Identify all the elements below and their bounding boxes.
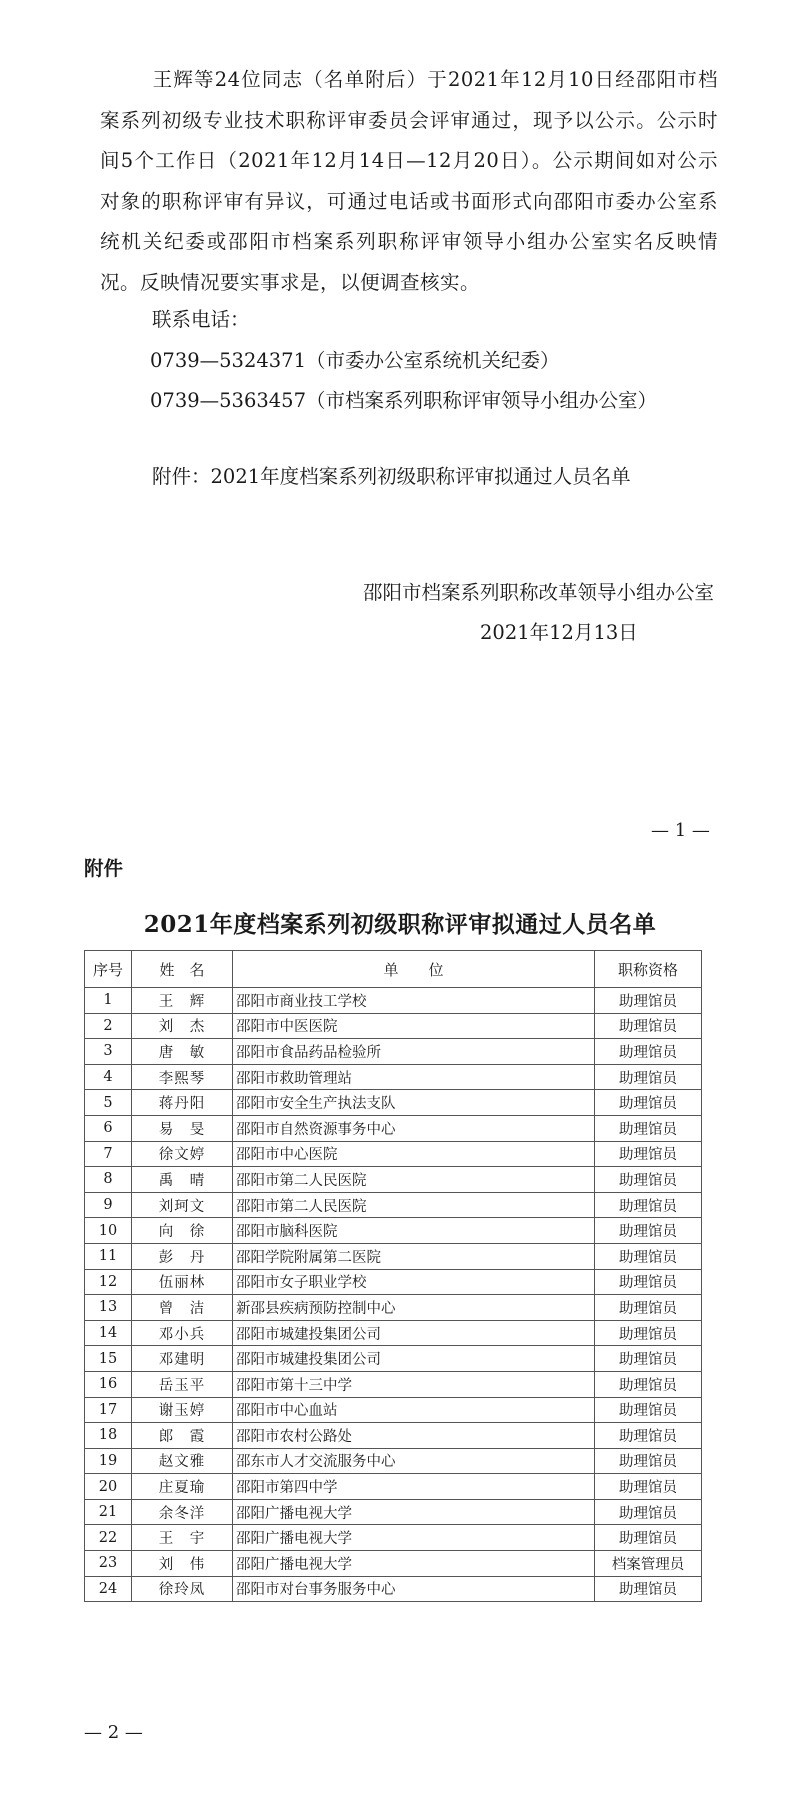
cell-name: 蒋丹阳 [132, 1090, 233, 1116]
cell-qualification: 助理馆员 [595, 1218, 702, 1244]
cell-name: 伍丽林 [132, 1269, 233, 1295]
issuer: 邵阳市档案系列职称改革领导小组办公室 [362, 581, 714, 604]
cell-qualification: 助理馆员 [595, 1448, 702, 1474]
cell-qualification: 助理馆员 [595, 1090, 702, 1116]
table-row [85, 1320, 702, 1346]
cell-qualification: 助理馆员 [595, 1474, 702, 1500]
cell-name: 余冬洋 [132, 1499, 233, 1525]
column-header-index: 序号 [85, 951, 132, 988]
table-row [85, 1576, 702, 1602]
cell-qualification: 助理馆员 [595, 1141, 702, 1167]
table-row [85, 1474, 702, 1500]
cell-qualification: 助理馆员 [595, 1371, 702, 1397]
cell-index: 24 [85, 1576, 132, 1602]
cell-index: 8 [85, 1167, 132, 1193]
table-row [85, 1013, 702, 1039]
table-row [85, 1064, 702, 1090]
cell-index: 13 [85, 1295, 132, 1321]
cell-name: 郎 霞 [132, 1423, 233, 1449]
cell-name: 易 旻 [132, 1115, 233, 1141]
table-row [85, 1397, 702, 1423]
cell-name: 徐文婷 [132, 1141, 233, 1167]
list-title: 2021年度档案系列初级职称评审拟通过人员名单 [143, 911, 657, 938]
cell-qualification: 助理馆员 [595, 1269, 702, 1295]
cell-index: 14 [85, 1320, 132, 1346]
cell-name: 曾 洁 [132, 1295, 233, 1321]
table-row [85, 1551, 702, 1577]
cell-unit: 邵阳市第四中学 [233, 1474, 595, 1500]
cell-unit: 邵阳市中心血站 [233, 1397, 595, 1423]
cell-index: 19 [85, 1448, 132, 1474]
cell-name: 刘珂文 [132, 1192, 233, 1218]
cell-qualification: 助理馆员 [595, 1243, 702, 1269]
cell-index: 6 [85, 1115, 132, 1141]
table-row [85, 1499, 702, 1525]
table-row [85, 1269, 702, 1295]
contact-phone-2: 0739—5363457（市档案系列职称评审领导小组办公室） [150, 389, 657, 412]
cell-index: 12 [85, 1269, 132, 1295]
cell-qualification: 助理馆员 [595, 1320, 702, 1346]
cell-unit: 邵东市人才交流服务中心 [233, 1448, 595, 1474]
cell-index: 15 [85, 1346, 132, 1372]
table-row [85, 988, 702, 1014]
attachment-note: 附件：2021年度档案系列初级职称评审拟通过人员名单 [152, 465, 631, 488]
cell-unit: 邵阳市城建投集团公司 [233, 1320, 595, 1346]
column-header-unit: 单 位 [233, 951, 595, 988]
notice-body: 王辉等24位同志（名单附后）于2021年12月10日经邵阳市档案系列初级专业技术职称评审委员会评审通过，现予以公示。公示时间5个工作日（2021年12月14日—12月20日）。公示期间如对公示对象的职称评审有异议，可通过电话或书面形式向邵阳市委办公室系统机关纪委或邵阳市档案系列职称评审领导小组办公室实名反映情况。反映情况要实事求是，以便调查核实。 [100, 68, 718, 294]
cell-unit: 邵阳广播电视大学 [233, 1499, 595, 1525]
cell-unit: 邵阳市女子职业学校 [233, 1269, 595, 1295]
cell-qualification: 助理馆员 [595, 1499, 702, 1525]
cell-unit: 邵阳市中心医院 [233, 1141, 595, 1167]
table-row [85, 1218, 702, 1244]
cell-name: 唐 敏 [132, 1039, 233, 1065]
cell-unit: 邵阳市第十三中学 [233, 1371, 595, 1397]
attachment-label: 附件 [84, 857, 124, 880]
cell-index: 7 [85, 1141, 132, 1167]
cell-name: 赵文雅 [132, 1448, 233, 1474]
page-number-1: — 1 — [651, 820, 710, 841]
table-row [85, 1115, 702, 1141]
cell-index: 20 [85, 1474, 132, 1500]
cell-name: 禹 晴 [132, 1167, 233, 1193]
cell-name: 庄夏瑜 [132, 1474, 233, 1500]
table-header-row [85, 951, 702, 988]
cell-name: 王 辉 [132, 988, 233, 1014]
issue-date: 2021年12月13日 [480, 621, 638, 644]
table-row [85, 1371, 702, 1397]
cell-unit: 邵阳市救助管理站 [233, 1064, 595, 1090]
cell-name: 彭 丹 [132, 1243, 233, 1269]
cell-unit: 邵阳市商业技工学校 [233, 988, 595, 1014]
cell-unit: 邵阳市第二人民医院 [233, 1192, 595, 1218]
contact-phone-1: 0739—5324371（市委办公室系统机关纪委） [150, 349, 560, 372]
table-row [85, 1243, 702, 1269]
cell-qualification: 助理馆员 [595, 1013, 702, 1039]
cell-index: 16 [85, 1371, 132, 1397]
table-row [85, 1090, 702, 1116]
cell-unit: 邵阳市食品药品检验所 [233, 1039, 595, 1065]
cell-qualification: 助理馆员 [595, 1397, 702, 1423]
cell-unit: 邵阳广播电视大学 [233, 1525, 595, 1551]
cell-name: 刘 杰 [132, 1013, 233, 1039]
table-row [85, 1423, 702, 1449]
cell-index: 23 [85, 1551, 132, 1577]
cell-index: 17 [85, 1397, 132, 1423]
cell-index: 3 [85, 1039, 132, 1065]
cell-qualification: 助理馆员 [595, 1346, 702, 1372]
cell-name: 谢玉婷 [132, 1397, 233, 1423]
cell-qualification: 助理馆员 [595, 1167, 702, 1193]
cell-index: 11 [85, 1243, 132, 1269]
cell-index: 21 [85, 1499, 132, 1525]
cell-unit: 邵阳学院附属第二医院 [233, 1243, 595, 1269]
cell-qualification: 助理馆员 [595, 1576, 702, 1602]
cell-qualification: 助理馆员 [595, 1423, 702, 1449]
cell-qualification: 助理馆员 [595, 1192, 702, 1218]
cell-index: 1 [85, 988, 132, 1014]
cell-qualification: 助理馆员 [595, 1525, 702, 1551]
cell-name: 徐玲凤 [132, 1576, 233, 1602]
contact-label: 联系电话： [152, 308, 250, 331]
cell-index: 10 [85, 1218, 132, 1244]
table-row [85, 1448, 702, 1474]
cell-unit: 邵阳市对台事务服务中心 [233, 1576, 595, 1602]
column-header-name: 姓 名 [132, 951, 233, 988]
cell-qualification: 助理馆员 [595, 988, 702, 1014]
cell-index: 22 [85, 1525, 132, 1551]
cell-unit: 邵阳市中医医院 [233, 1013, 595, 1039]
personnel-table [84, 950, 702, 1602]
table-row [85, 1192, 702, 1218]
cell-unit: 邵阳市自然资源事务中心 [233, 1115, 595, 1141]
cell-unit: 新邵县疾病预防控制中心 [233, 1295, 595, 1321]
cell-index: 2 [85, 1013, 132, 1039]
cell-index: 9 [85, 1192, 132, 1218]
cell-qualification: 助理馆员 [595, 1039, 702, 1065]
table-row [85, 1141, 702, 1167]
cell-index: 18 [85, 1423, 132, 1449]
table-row [85, 1346, 702, 1372]
cell-qualification: 助理馆员 [595, 1295, 702, 1321]
cell-unit: 邵阳市安全生产执法支队 [233, 1090, 595, 1116]
cell-unit: 邵阳市城建投集团公司 [233, 1346, 595, 1372]
cell-name: 李熙琴 [132, 1064, 233, 1090]
cell-unit: 邵阳广播电视大学 [233, 1551, 595, 1577]
cell-name: 邓小兵 [132, 1320, 233, 1346]
column-header-qualification: 职称资格 [595, 951, 702, 988]
cell-index: 4 [85, 1064, 132, 1090]
cell-qualification: 助理馆员 [595, 1064, 702, 1090]
cell-index: 5 [85, 1090, 132, 1116]
table-row [85, 1295, 702, 1321]
cell-name: 王 宇 [132, 1525, 233, 1551]
cell-unit: 邵阳市农村公路处 [233, 1423, 595, 1449]
cell-name: 向 徐 [132, 1218, 233, 1244]
cell-name: 岳玉平 [132, 1371, 233, 1397]
cell-qualification: 档案管理员 [595, 1551, 702, 1577]
cell-qualification: 助理馆员 [595, 1115, 702, 1141]
page-number-2: — 2 — [84, 1722, 143, 1743]
cell-name: 刘 伟 [132, 1551, 233, 1577]
table-row [85, 1167, 702, 1193]
cell-unit: 邵阳市第二人民医院 [233, 1167, 595, 1193]
cell-unit: 邵阳市脑科医院 [233, 1218, 595, 1244]
table-row [85, 1039, 702, 1065]
cell-name: 邓建明 [132, 1346, 233, 1372]
table-row [85, 1525, 702, 1551]
